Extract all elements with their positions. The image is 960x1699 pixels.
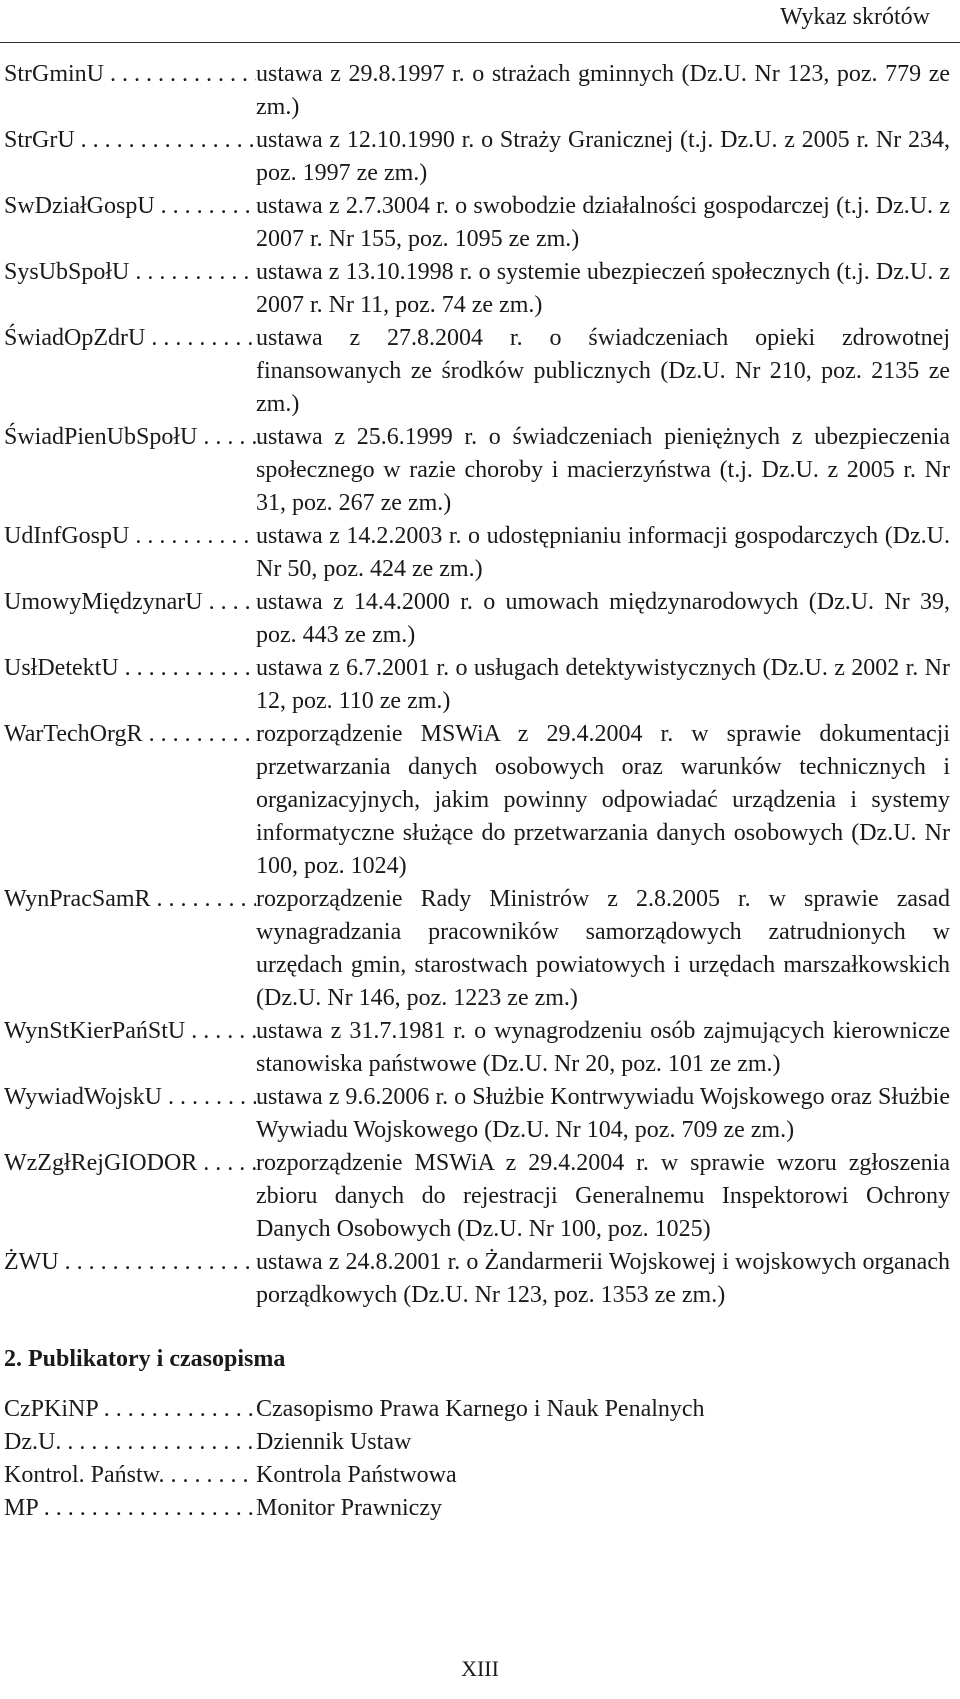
abbreviation-description: rozporządzenie Rady Ministrów z 2.8.2005 r. w sprawie zasad wynagradzania pracowników samorządowych zatrudnionych w urzędach gmin, starostwach powiatowych i urzędach marszałkowskich (Dz.U. Nr 146, poz. 1223 ze zm.) xyxy=(256,886,950,1011)
abbreviation-description: ustawa z 6.7.2001 r. o usługach detektywistycznych (Dz.U. z 2002 r. Nr 12, poz. 110 ze zm.) xyxy=(256,655,950,714)
abbreviation: ŻWU . . . xyxy=(4,1246,256,1312)
list-item xyxy=(4,1459,956,1492)
list-item xyxy=(4,421,956,520)
running-header: Wykaz skrótów xyxy=(780,4,930,30)
abbreviation-description: ustawa z 2.7.3004 r. o swobodzie działalności gospodarczej (t.j. Dz.U. z 2007 r. Nr 155, poz. 1095 ze zm.) xyxy=(256,193,950,252)
section-heading: 2. Publikatory i czasopisma xyxy=(4,1346,286,1372)
abbreviation: CzPKiNP . . . xyxy=(4,1393,256,1426)
abbreviation: SwDziałGospU . . . xyxy=(4,190,256,256)
abbreviation-description: Dziennik Ustaw xyxy=(256,1429,412,1455)
abbreviation: UsłDetektU . . . xyxy=(4,652,256,718)
list-item xyxy=(4,1426,956,1459)
list-item xyxy=(4,1147,956,1246)
abbreviation: WzZgłRejGIODOR . . . xyxy=(4,1147,256,1246)
abbreviation: StrGminU . . . xyxy=(4,58,256,124)
list-item xyxy=(4,1492,956,1525)
abbreviation: UdInfGospU . . . xyxy=(4,520,256,586)
abbreviation-description: Monitor Prawniczy xyxy=(256,1495,442,1521)
abbreviation-description: Kontrola Państwowa xyxy=(256,1462,457,1488)
abbreviation: WarTechOrgR . . . xyxy=(4,718,256,883)
list-item xyxy=(4,1081,956,1147)
abbreviation-description: ustawa z 12.10.1990 r. o Straży Granicznej (t.j. Dz.U. z 2005 r. Nr 234, poz. 1997 ze zm.) xyxy=(256,127,950,186)
abbreviation-list xyxy=(4,58,956,1525)
list-item xyxy=(4,1393,956,1426)
abbreviation-description: ustawa z 14.2.2003 r. o udostępnianiu informacji gospodarczych (Dz.U. Nr 50, poz. 424 ze zm.) xyxy=(256,523,950,582)
abbreviation: MP . . . xyxy=(4,1492,256,1525)
abbreviation-description: ustawa z 31.7.1981 r. o wynagrodzeniu osób zajmujących kierownicze stanowiska państwowe (Dz.U. Nr 20, poz. 101 ze zm.) xyxy=(256,1018,950,1077)
abbreviation-description: ustawa z 27.8.2004 r. o świadczeniach opieki zdrowotnej finansowanych ze środków publicznych (Dz.U. Nr 210, poz. 2135 ze zm.) xyxy=(256,325,950,417)
abbreviation: Dz.U. . . . xyxy=(4,1426,256,1459)
abbreviation-description: ustawa z 25.6.1999 r. o świadczeniach pieniężnych z ubezpieczenia społecznego w razie choroby i macierzyństwa (t.j. Dz.U. z 2005 r. Nr 31, poz. 267 ze zm.) xyxy=(256,424,950,516)
list-item xyxy=(4,256,956,322)
list-item xyxy=(4,1246,956,1312)
list-item xyxy=(4,652,956,718)
abbreviation: ŚwiadOpZdrU . . . xyxy=(4,322,256,421)
abbreviation-description: ustawa z 13.10.1998 r. o systemie ubezpieczeń społecznych (t.j. Dz.U. z 2007 r. Nr 11, poz. 74 ze zm.) xyxy=(256,259,950,318)
abbreviation-description: Czasopismo Prawa Karnego i Nauk Penalnych xyxy=(256,1396,705,1422)
list-item xyxy=(4,58,956,124)
abbreviation: WynPracSamR . . . xyxy=(4,883,256,1015)
list-item xyxy=(4,124,956,190)
list-item xyxy=(4,718,956,883)
abbreviation: WynStKierPańStU . . . xyxy=(4,1015,256,1081)
abbreviation: StrGrU . . . xyxy=(4,124,256,190)
abbreviation-description: ustawa z 24.8.2001 r. o Żandarmerii Wojskowej i wojskowych organach porządkowych (Dz.U. Nr 123, poz. 1353 ze zm.) xyxy=(256,1249,950,1308)
list-item xyxy=(4,883,956,1015)
list-item xyxy=(4,586,956,652)
abbreviation-description: rozporządzenie MSWiA z 29.4.2004 r. w sprawie wzoru zgłoszenia zbioru danych do rejestracji Generalnemu Inspektorowi Ochrony Danych Osobowych (Dz.U. Nr 100, poz. 1025) xyxy=(256,1150,950,1242)
list-item xyxy=(4,520,956,586)
abbreviation-description: ustawa z 9.6.2006 r. o Służbie Kontrwywiadu Wojskowego oraz Służbie Wywiadu Wojskowego (Dz.U. Nr 104, poz. 709 ze zm.) xyxy=(256,1084,950,1143)
abbreviation: ŚwiadPienUbSpołU . . . xyxy=(4,421,256,520)
abbreviation: Kontrol. Państw. . . . xyxy=(4,1459,256,1492)
list-item xyxy=(4,1015,956,1081)
abbreviation: UmowyMiędzynarU . . . xyxy=(4,586,256,652)
abbreviation: WywiadWojskU . . . xyxy=(4,1081,256,1147)
list-item xyxy=(4,190,956,256)
abbreviation-description: ustawa z 29.8.1997 r. o strażach gminnych (Dz.U. Nr 123, poz. 779 ze zm.) xyxy=(256,61,950,120)
header-rule xyxy=(0,42,960,43)
abbreviation: SysUbSpołU . . . xyxy=(4,256,256,322)
list-item xyxy=(4,322,956,421)
page-number: XIII xyxy=(461,1656,499,1681)
abbreviation-description: rozporządzenie MSWiA z 29.4.2004 r. w sprawie dokumentacji przetwarzania danych osobowych oraz warunków technicznych i organizacyjnych, jakim powinny odpowiadać urządzenia i systemy informatyczne służące do przetwarzania danych osobowych (Dz.U. Nr 100, poz. 1024) xyxy=(256,721,950,879)
abbreviation-description: ustawa z 14.4.2000 r. o umowach międzynarodowych (Dz.U. Nr 39, poz. 443 ze zm.) xyxy=(256,589,950,648)
